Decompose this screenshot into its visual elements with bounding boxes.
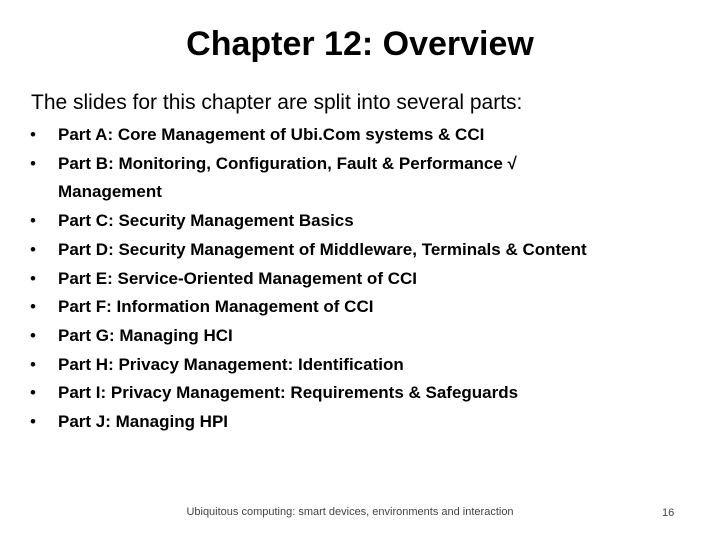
list-item-text: Part I: Privacy Management: Requirements & Safeguards bbox=[58, 383, 519, 403]
intro-text: The slides for this chapter are split into several parts: bbox=[31, 91, 523, 114]
bullet-marker: • bbox=[30, 325, 36, 345]
list-item bbox=[30, 293, 587, 322]
list-item bbox=[30, 207, 587, 236]
parts-list bbox=[30, 121, 587, 437]
list-item bbox=[30, 236, 587, 265]
list-item-continuation bbox=[30, 178, 587, 207]
list-item-text: Part F: Information Management of CCI bbox=[58, 297, 374, 317]
list-item bbox=[30, 379, 587, 408]
list-item bbox=[30, 351, 587, 380]
bullet-marker: • bbox=[30, 354, 36, 374]
list-item-text: Management bbox=[58, 182, 162, 202]
list-item bbox=[30, 265, 587, 294]
bullet-marker: • bbox=[30, 153, 36, 173]
slide-footer: Ubiquitous computing: smart devices, environments and interaction bbox=[186, 506, 514, 518]
bullet-marker: • bbox=[30, 125, 36, 144]
bullet-marker: • bbox=[30, 383, 36, 403]
bullet-marker: • bbox=[30, 211, 36, 231]
list-item-text: Part G: Managing HCI bbox=[58, 325, 233, 345]
list-item bbox=[30, 150, 587, 179]
list-item-text: Part A: Core Management of Ubi.Com systems & CCI bbox=[58, 125, 485, 144]
bullet-marker: • bbox=[30, 297, 36, 317]
list-item-text: Part D: Security Management of Middleware, Terminals & Content bbox=[58, 239, 587, 259]
list-item-text: Part C: Security Management Basics bbox=[58, 211, 354, 231]
list-item bbox=[30, 322, 587, 351]
slide-title: Chapter 12: Overview bbox=[186, 25, 534, 63]
bullet-marker: • bbox=[30, 268, 36, 288]
list-item-text: Part E: Service-Oriented Management of CCI bbox=[58, 268, 417, 288]
bullet-marker: • bbox=[30, 239, 36, 259]
list-item bbox=[30, 408, 587, 437]
page-number: 16 bbox=[662, 507, 675, 519]
bullet-marker: • bbox=[30, 412, 36, 432]
list-item-text: Part H: Privacy Management: Identification bbox=[58, 354, 404, 374]
list-item-text: Part J: Managing HPI bbox=[58, 412, 229, 432]
list-item bbox=[30, 121, 587, 150]
list-item-text: Part B: Monitoring, Configuration, Fault & Performance √ bbox=[58, 153, 517, 173]
